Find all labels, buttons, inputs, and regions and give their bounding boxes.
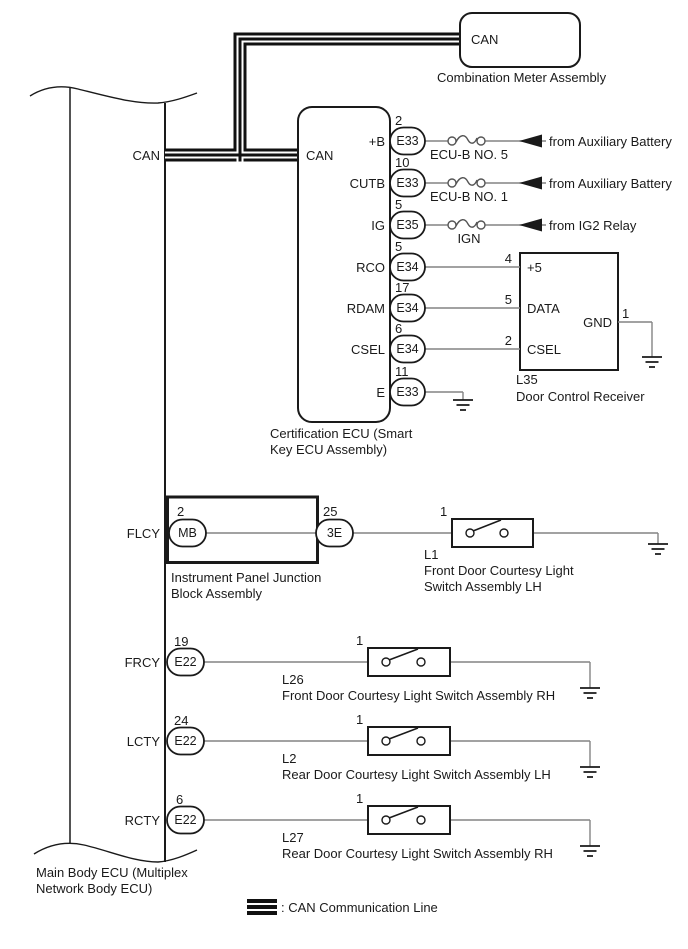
pin-number: 17: [395, 280, 410, 295]
wire-label: FRCY: [124, 655, 160, 670]
combination-meter-port: CAN: [471, 32, 499, 47]
can-line-icon: [247, 901, 277, 913]
l1-label-line2: Switch Assembly LH: [424, 579, 542, 594]
pin-name: RDAM: [346, 301, 385, 316]
pin-number: 19: [174, 634, 189, 649]
main-body-ecu-label-line1: Main Body ECU (Multiplex: [36, 865, 188, 880]
receiver-port: DATA: [527, 301, 560, 316]
receiver-pin-number: 5: [504, 292, 512, 307]
jb-in-pin: 2: [177, 504, 185, 519]
connector-label: E33: [396, 134, 419, 148]
switch-l27-symbol: [368, 806, 450, 834]
pin-name: CSEL: [351, 342, 385, 357]
source-label: from Auxiliary Battery: [549, 134, 672, 149]
combination-meter-label: Combination Meter Assembly: [437, 70, 607, 85]
main-body-ecu-can-port: CAN: [132, 148, 160, 163]
pin-name: +B: [368, 134, 385, 149]
receiver-label: Door Control Receiver: [516, 389, 645, 404]
source-label: from IG2 Relay: [549, 218, 637, 233]
switch-pin: 1: [356, 633, 364, 648]
switch-l2-symbol: [368, 727, 450, 755]
pin-number: 24: [174, 713, 189, 728]
switch-l26-symbol: [368, 648, 450, 676]
switch-code: L2: [282, 751, 297, 766]
pin-number: 5: [395, 239, 403, 254]
jb-out-connector: 3E: [326, 526, 343, 540]
fuse-label: ECU-B NO. 5: [429, 147, 508, 162]
receiver-code: L35: [516, 372, 538, 387]
connector-label: E34: [396, 260, 419, 274]
l1-code: L1: [424, 547, 439, 562]
cert-ecu-label-line2: Key ECU Assembly): [270, 442, 388, 457]
receiver-pin-number: 2: [504, 333, 512, 348]
switch-label: Front Door Courtesy Light Switch Assembly RH: [282, 688, 556, 703]
l1-switch-pin: 1: [440, 504, 448, 519]
l1-label-line1: Front Door Courtesy Light: [424, 563, 574, 578]
receiver-gnd-pin-number: 1: [622, 306, 630, 321]
pin-name: RCO: [356, 260, 385, 275]
legend-label: : CAN Communication Line: [281, 900, 438, 915]
fuse-label: ECU-B NO. 1: [429, 189, 508, 204]
connector-label: E33: [396, 385, 419, 399]
top-wave: [30, 87, 197, 103]
connector-label: E34: [396, 342, 419, 356]
switch-label: Rear Door Courtesy Light Switch Assembly RH: [282, 846, 553, 861]
source-label: from Auxiliary Battery: [549, 176, 672, 191]
fuse-ecu-b-no1-icon: [448, 178, 485, 187]
pin-name: IG: [371, 218, 385, 233]
receiver-port: +5: [527, 260, 542, 275]
connector-label: E33: [396, 176, 419, 190]
pin-number: 2: [395, 113, 403, 128]
fuse-ecu-b-no5-icon: [448, 136, 485, 145]
switch-label: Rear Door Courtesy Light Switch Assembly LH: [282, 767, 551, 782]
connector-label: E22: [174, 655, 197, 669]
jb-out-pin: 25: [323, 504, 338, 519]
receiver-port: CSEL: [527, 342, 561, 357]
cert-ecu-label-line1: Certification ECU (Smart: [270, 426, 413, 441]
wire-label: RCTY: [124, 813, 160, 828]
switch-pin: 1: [356, 791, 364, 806]
switch-code: L26: [282, 672, 304, 687]
pin-name: E: [376, 385, 385, 400]
pin-name: CUTB: [349, 176, 385, 191]
receiver-pin-number: 4: [504, 251, 512, 266]
cert-ecu-can-port: CAN: [306, 148, 334, 163]
connector-label: E34: [396, 301, 419, 315]
pin-number: 6: [176, 792, 184, 807]
switch-l1-symbol: [452, 519, 533, 547]
pin-number: 11: [395, 364, 409, 379]
fuse-label: IGN: [457, 231, 481, 246]
pin-number: 10: [395, 155, 410, 170]
pin-number: 5: [395, 197, 403, 212]
left-arrow-icons: [519, 135, 542, 232]
pin-number: 6: [395, 321, 403, 336]
connector-label: E35: [396, 218, 419, 232]
jb-in-connector: MB: [178, 526, 197, 540]
jb-label-line2: Block Assembly: [171, 586, 263, 601]
receiver-gnd-port: GND: [583, 315, 612, 330]
main-body-ecu-label-line2: Network Body ECU): [36, 881, 153, 896]
connector-label: E22: [174, 734, 197, 748]
switch-code: L27: [282, 830, 304, 845]
wire-label-flcy: FLCY: [126, 526, 160, 541]
switch-pin: 1: [356, 712, 364, 727]
wire-label: LCTY: [126, 734, 160, 749]
bottom-wave: [34, 843, 197, 862]
jb-label-line1: Instrument Panel Junction: [171, 570, 322, 585]
connector-label: E22: [174, 813, 197, 827]
fuse-ign-icon: [448, 220, 485, 229]
